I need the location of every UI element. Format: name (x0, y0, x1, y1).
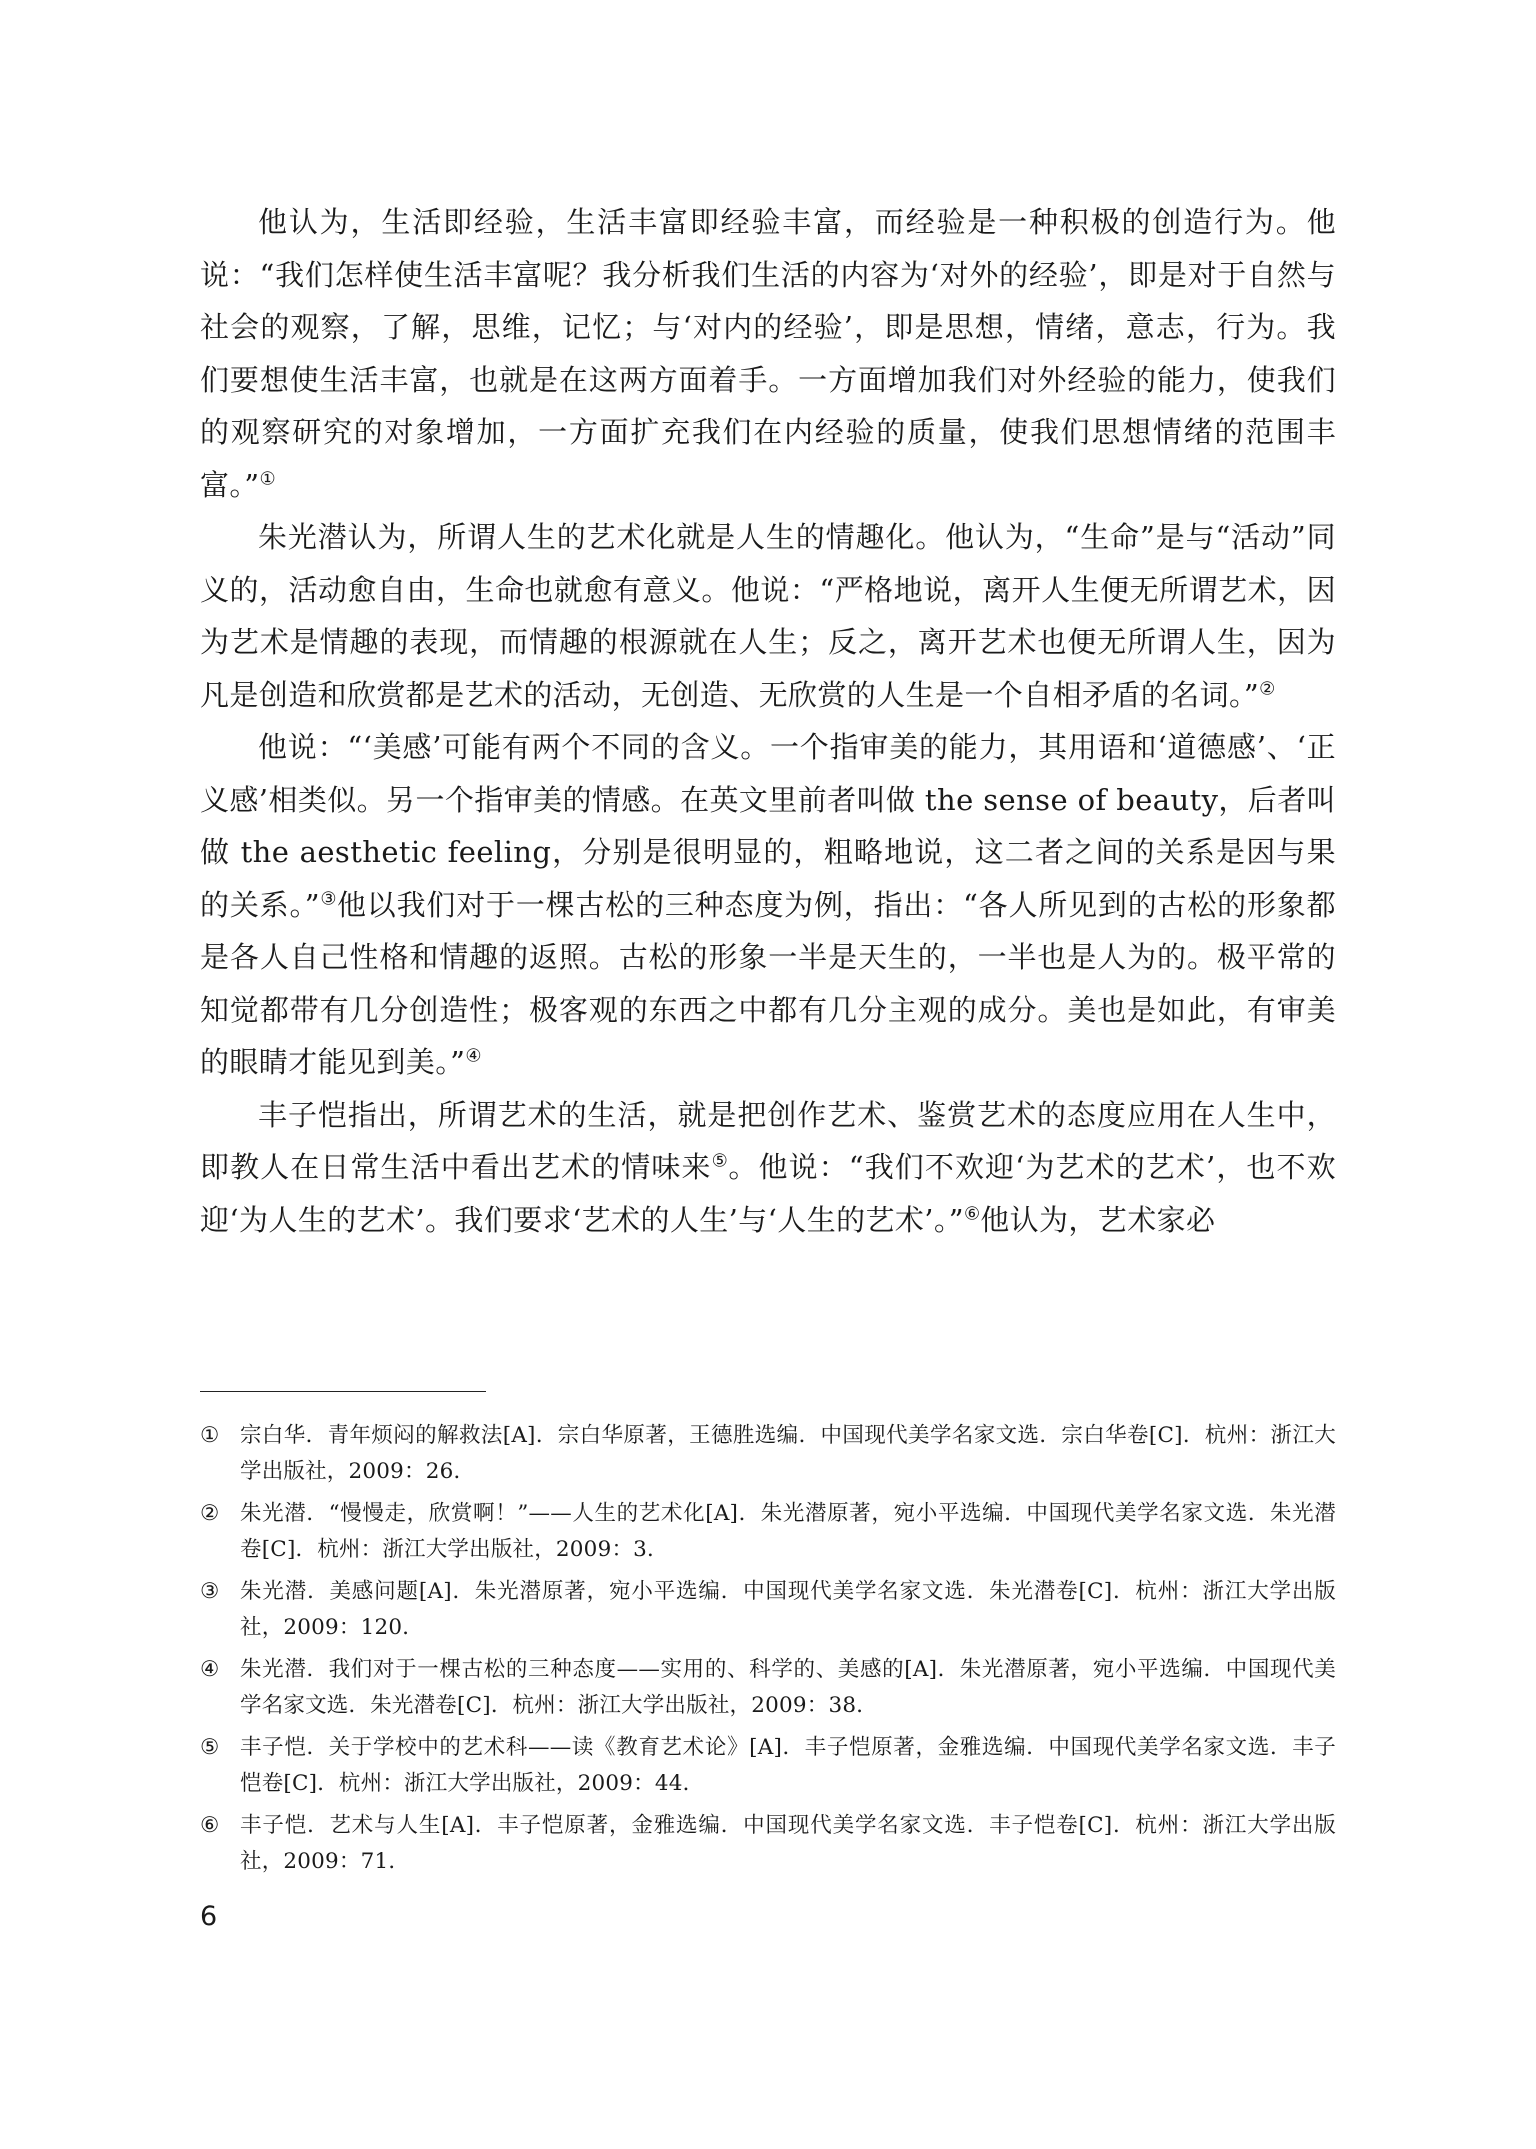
footnote-mark: ④ (200, 1657, 220, 1682)
footnote-text: 丰子恺．艺术与人生[A]．丰子恺原著，金雅选编．中国现代美学名家文选．丰子恺卷[C]．杭州：浙江大学出版社，2009：71． (240, 1813, 1336, 1874)
page-number: 6 (200, 1901, 218, 1932)
footnote-mark: ⑤ (200, 1735, 220, 1760)
paragraph-1 (200, 196, 1336, 511)
footnote-ref-3: ③ (319, 887, 337, 909)
footnote-ref-6: ⑥ (964, 1202, 981, 1224)
footnote-text: 宗白华．青年烦闷的解救法[A]．宗白华原著，王德胜选编．中国现代美学名家文选．宗白华卷[C]．杭州：浙江大学出版社，2009：26． (240, 1423, 1336, 1484)
paragraph-4 (200, 1089, 1336, 1247)
footnote-text: 朱光潜．美感问题[A]．朱光潜原著，宛小平选编．中国现代美学名家文选．朱光潜卷[C]．杭州：浙江大学出版社，2009：120． (240, 1579, 1336, 1640)
footnote-divider (200, 1391, 486, 1392)
footnote-ref-2: ② (1259, 677, 1276, 699)
paragraph-text: 朱光潜认为，所谓人生的艺术化就是人生的情趣化。他认为，“生命”是与“活动”同义的，活动愈自由，生命也就愈有意义。他说：“严格地说，离开人生便无所谓艺术，因为艺术是情趣的表现，而情趣的根源就在人生；反之，离开艺术也便无所谓人生，因为凡是创造和欣赏都是艺术的活动，无创造、无欣赏的人生是一个自相矛盾的名词。” (200, 520, 1336, 712)
footnote-mark: ⑥ (200, 1813, 220, 1838)
footnote-text: 朱光潜．我们对于一棵古松的三种态度——实用的、科学的、美感的[A]．朱光潜原著，宛小平选编．中国现代美学名家文选．朱光潜卷[C]．杭州：浙江大学出版社，2009：38． (240, 1657, 1336, 1718)
paragraph-text: 他说：“‘美感’可能有两个不同的含义。一个指审美的能力，其用语和‘道德感’、‘正义感’相类似。另一个指审美的情感。在英文里前者叫做 the sense of beauty，后者叫做 the aesthetic feeling，分别是很明显的，粗略地说，这二者之间的关系是因与果的关系。” (200, 730, 1336, 922)
footnote-mark: ② (200, 1501, 220, 1526)
footnote-4 (200, 1652, 1336, 1724)
footnote-mark: ③ (200, 1579, 220, 1604)
paragraph-2 (200, 511, 1336, 721)
paragraph-text: 他以我们对于一棵古松的三种态度为例，指出：“各人所见到的古松的形象都是各人自己性格和情趣的返照。古松的形象一半是天生的，一半也是人为的。极平常的知觉都带有几分创造性；极客观的东西之中都有几分主观的成分。美也是如此，有审美的眼睛才能见到美。” (200, 887, 1336, 1079)
footnote-5 (200, 1730, 1336, 1802)
body-text (200, 196, 1336, 1246)
footnote-1 (200, 1418, 1336, 1490)
footnote-text: 丰子恺．关于学校中的艺术科——读《教育艺术论》[A]．丰子恺原著，金雅选编．中国现代美学名家文选．丰子恺卷[C]．杭州：浙江大学出版社，2009：44． (240, 1735, 1336, 1796)
footnotes (200, 1418, 1336, 1886)
footnote-6 (200, 1808, 1336, 1880)
footnote-ref-4: ④ (465, 1045, 482, 1067)
paragraph-3 (200, 721, 1336, 1089)
footnote-3 (200, 1574, 1336, 1646)
paragraph-text: 他认为，生活即经验，生活丰富即经验丰富，而经验是一种积极的创造行为。他说：“我们怎样使生活丰富呢？我分析我们生活的内容为‘对外的经验’，即是对于自然与社会的观察，了解，思维，记忆；与‘对内的经验’，即是思想，情绪，意志，行为。我们要想使生活丰富，也就是在这两方面着手。一方面增加我们对外经验的能力，使我们的观察研究的对象增加，一方面扩充我们在内经验的质量，使我们思想情绪的范围丰富。” (200, 205, 1336, 502)
paragraph-text: 他认为，艺术家必 (980, 1202, 1216, 1237)
footnote-mark: ① (200, 1423, 220, 1448)
footnote-2 (200, 1496, 1336, 1568)
footnote-ref-1: ① (259, 467, 276, 489)
footnote-ref-5: ⑤ (711, 1150, 729, 1172)
paragraph-text: 丰子恺指出，所谓艺术的生活，就是把创作艺术、鉴赏艺术的态度应用在人生中，即教人在日常生活中看出艺术的情味来 (200, 1097, 1336, 1184)
footnote-text: 朱光潜．“慢慢走，欣赏啊！”——人生的艺术化[A]．朱光潜原著，宛小平选编．中国现代美学名家文选．朱光潜卷[C]．杭州：浙江大学出版社，2009：3． (240, 1501, 1336, 1562)
paragraph-text: 。他说：“我们不欢迎‘为艺术的艺术’，也不欢迎‘为人生的艺术’。我们要求‘艺术的人生’与‘人生的艺术’。” (200, 1150, 1336, 1237)
